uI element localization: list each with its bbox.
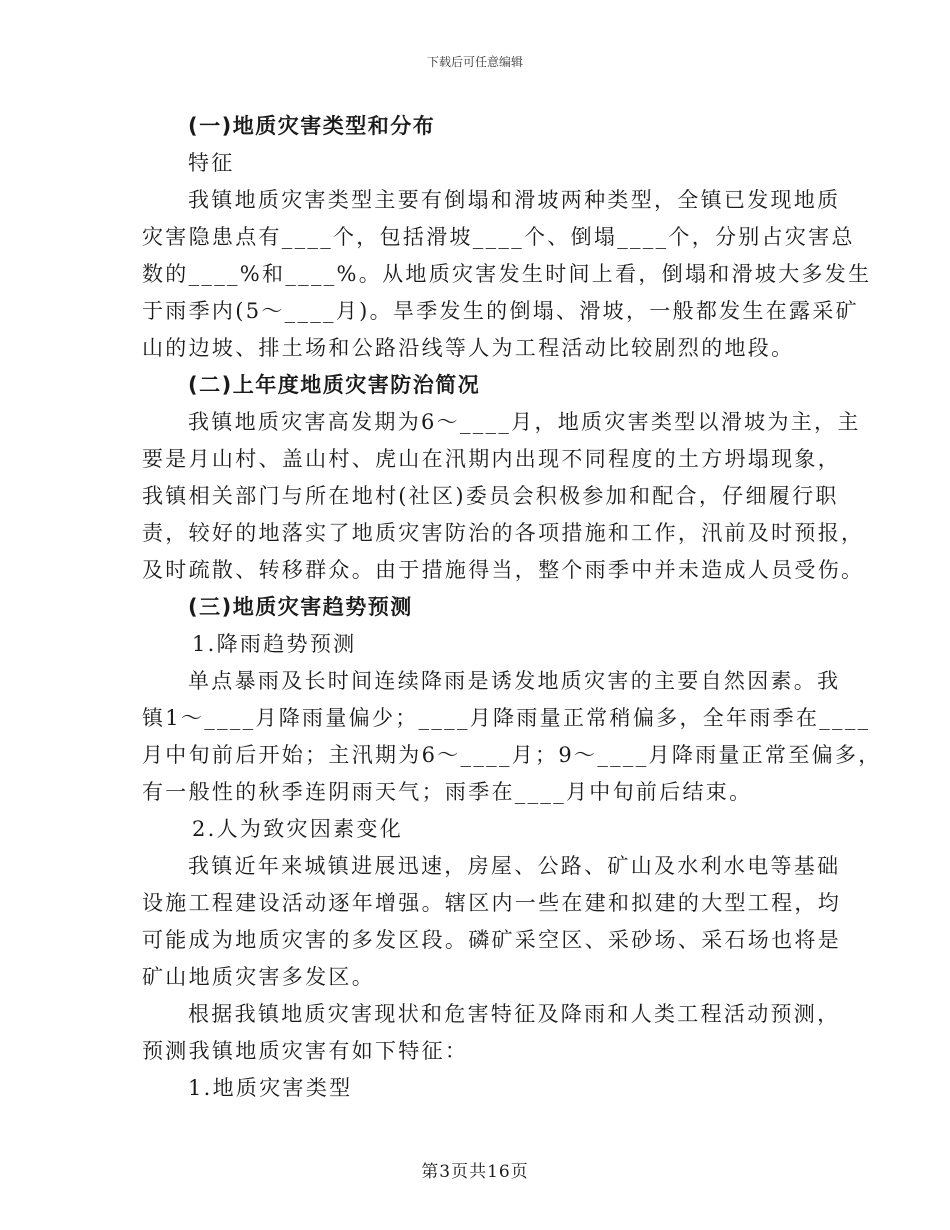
subheading-line: 2.人为致灾因素变化: [192, 817, 404, 841]
paragraph-line: 矿山地质灾害多发区。: [142, 965, 375, 989]
section-heading-1: (一)地质灾害类型和分布: [188, 114, 436, 138]
paragraph-line: 镇1～____月降雨量偏少；____月降雨量正常稍偏多，全年雨季在____: [142, 706, 871, 730]
paragraph-line: 山的边坡、排土场和公路沿线等人为工程活动比较剧烈的地段。: [142, 336, 795, 360]
paragraph-line: 我镇近年来城镇进展迅速，房屋、公路、矿山及水利水电等基础: [188, 854, 841, 878]
paragraph-line: 责，较好的地落实了地质灾害防治的各项措施和工作，汛前及时预报，: [142, 521, 865, 545]
section-heading-3: (三)地质灾害趋势预测: [188, 595, 413, 619]
paragraph-line: 特征: [188, 151, 235, 175]
paragraph-line: 我镇地质灾害类型主要有倒塌和滑坡两种类型，全镇已发现地质: [188, 188, 841, 212]
subheading-line: 1.地质灾害类型: [188, 1076, 353, 1100]
paragraph-line: 月中旬前后开始；主汛期为6～____月；9～____月降雨量正常至偏多，: [142, 743, 882, 767]
paragraph-line: 可能成为地质灾害的多发区段。磷矿采空区、采砂场、采石场也将是: [142, 928, 841, 952]
paragraph-line: 要是月山村、盖山村、虎山在汛期内出现不同程度的土方坍塌现象，: [142, 447, 841, 471]
paragraph-line: 单点暴雨及长时间连续降雨是诱发地质灾害的主要自然因素。我: [188, 669, 841, 693]
subheading-line: 1.降雨趋势预测: [192, 632, 357, 656]
section-heading-2: (二)上年度地质灾害防治简况: [188, 373, 481, 397]
paragraph-line: 我镇相关部门与所在地村(社区)委员会积极参加和配合，仔细履行职: [142, 484, 839, 508]
paragraph-line: 灾害隐患点有____个，包括滑坡____个、倒塌____个，分别占灾害总: [142, 225, 855, 249]
paragraph-line: 根据我镇地质灾害现状和危害特征及降雨和人类工程活动预测，: [188, 1002, 841, 1026]
paragraph-line: 预测我镇地质灾害有如下特征：: [142, 1039, 469, 1063]
paragraph-line: 我镇地质灾害高发期为6～____月，地质灾害类型以滑坡为主，主: [188, 410, 861, 434]
paragraph-line: 数的____%和____%。从地质灾害发生时间上看，倒塌和滑坡大多发生: [142, 262, 872, 286]
paragraph-line: 设施工程建设活动逐年增强。辖区内一些在建和拟建的大型工程，均: [142, 891, 841, 915]
page-footer: 第3页共16页: [421, 1162, 529, 1182]
page-header: 下载后可任意编辑: [426, 55, 523, 69]
paragraph-line: 于雨季内(5～____月)。旱季发生的倒塌、滑坡，一般都发生在露采矿: [142, 299, 859, 323]
paragraph-line: 有一般性的秋季连阴雨天气；雨季在____月中旬前后结束。: [142, 780, 753, 804]
paragraph-line: 及时疏散、转移群众。由于措施得当，整个雨季中并未造成人员受伤。: [142, 558, 865, 582]
